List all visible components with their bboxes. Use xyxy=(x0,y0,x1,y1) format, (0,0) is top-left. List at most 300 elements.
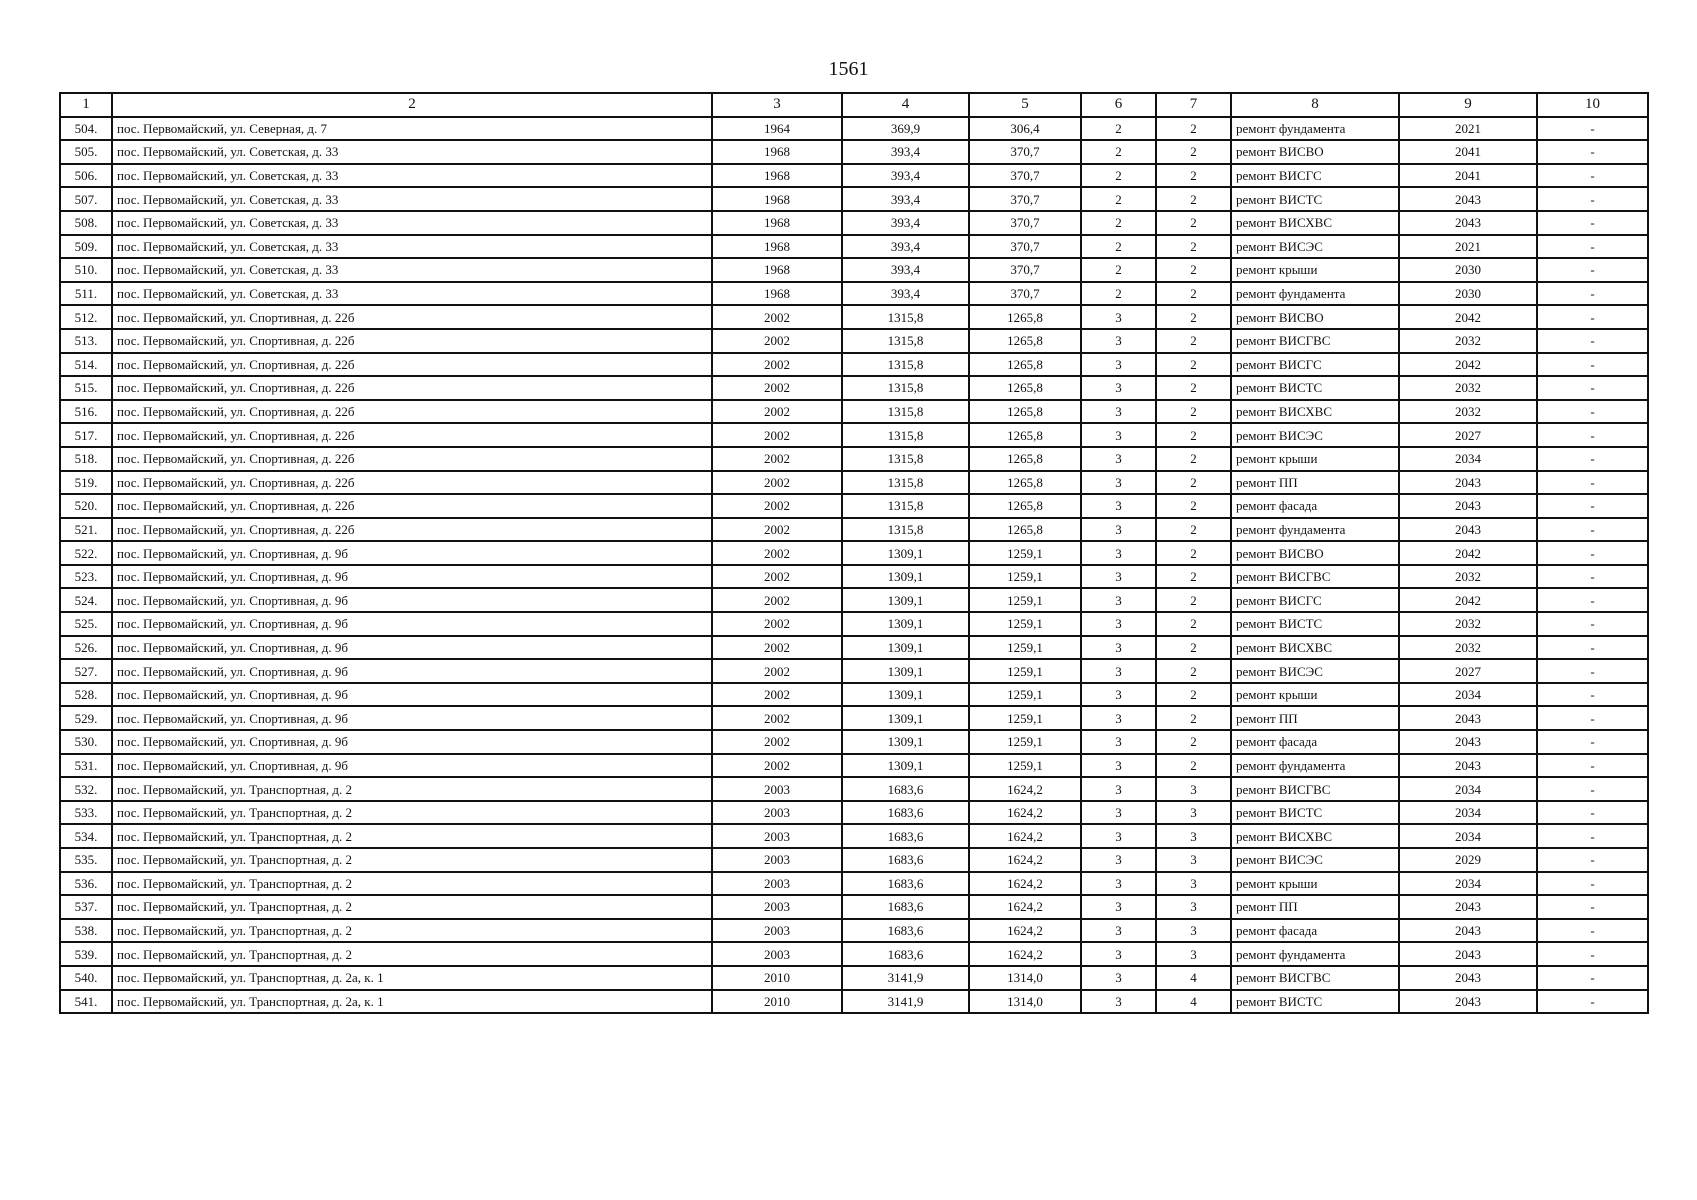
entrances-cell: 2 xyxy=(1156,541,1231,565)
work-type-cell: ремонт ВИСГВС xyxy=(1231,565,1399,589)
living-area-cell: 1259,1 xyxy=(969,636,1081,660)
total-area-cell: 393,4 xyxy=(842,211,969,235)
work-type-cell: ремонт ВИСВО xyxy=(1231,305,1399,329)
living-area-cell: 370,7 xyxy=(969,140,1081,164)
table-row xyxy=(60,447,1648,471)
planned-year-cell: 2043 xyxy=(1399,706,1537,730)
living-area-cell: 306,4 xyxy=(969,117,1081,141)
table-row xyxy=(60,588,1648,612)
address-cell: пос. Первомайский, ул. Транспортная, д. 2 xyxy=(112,801,712,825)
floors-cell: 3 xyxy=(1081,659,1156,683)
address-cell: пос. Первомайский, ул. Советская, д. 33 xyxy=(112,258,712,282)
living-area-cell: 1259,1 xyxy=(969,612,1081,636)
living-area-cell: 1259,1 xyxy=(969,730,1081,754)
note-cell: - xyxy=(1537,801,1648,825)
living-area-cell: 1265,8 xyxy=(969,353,1081,377)
address-cell: пос. Первомайский, ул. Транспортная, д. 2 xyxy=(112,872,712,896)
column-header: 5 xyxy=(969,93,1081,117)
floors-cell: 3 xyxy=(1081,683,1156,707)
build-year-cell: 2003 xyxy=(712,824,842,848)
column-header: 9 xyxy=(1399,93,1537,117)
work-type-cell: ремонт ВИСГВС xyxy=(1231,777,1399,801)
table-row xyxy=(60,636,1648,660)
living-area-cell: 1259,1 xyxy=(969,706,1081,730)
living-area-cell: 1624,2 xyxy=(969,942,1081,966)
living-area-cell: 1259,1 xyxy=(969,683,1081,707)
floors-cell: 2 xyxy=(1081,235,1156,259)
row-number-cell: 510. xyxy=(60,258,112,282)
floors-cell: 3 xyxy=(1081,494,1156,518)
planned-year-cell: 2043 xyxy=(1399,990,1537,1014)
build-year-cell: 2003 xyxy=(712,872,842,896)
note-cell: - xyxy=(1537,211,1648,235)
floors-cell: 3 xyxy=(1081,895,1156,919)
floors-cell: 3 xyxy=(1081,636,1156,660)
register-table xyxy=(59,92,1649,1014)
total-area-cell: 1683,6 xyxy=(842,777,969,801)
living-area-cell: 1259,1 xyxy=(969,754,1081,778)
floors-cell: 3 xyxy=(1081,966,1156,990)
living-area-cell: 1624,2 xyxy=(969,777,1081,801)
floors-cell: 3 xyxy=(1081,376,1156,400)
row-number-cell: 529. xyxy=(60,706,112,730)
total-area-cell: 1315,8 xyxy=(842,376,969,400)
address-cell: пос. Первомайский, ул. Спортивная, д. 22б xyxy=(112,376,712,400)
planned-year-cell: 2030 xyxy=(1399,258,1537,282)
note-cell: - xyxy=(1537,305,1648,329)
address-cell: пос. Первомайский, ул. Спортивная, д. 9б xyxy=(112,754,712,778)
table-row xyxy=(60,211,1648,235)
note-cell: - xyxy=(1537,423,1648,447)
planned-year-cell: 2034 xyxy=(1399,801,1537,825)
total-area-cell: 1309,1 xyxy=(842,636,969,660)
row-number-cell: 518. xyxy=(60,447,112,471)
address-cell: пос. Первомайский, ул. Советская, д. 33 xyxy=(112,211,712,235)
total-area-cell: 1315,8 xyxy=(842,447,969,471)
row-number-cell: 507. xyxy=(60,187,112,211)
table-row xyxy=(60,824,1648,848)
column-header: 1 xyxy=(60,93,112,117)
row-number-cell: 527. xyxy=(60,659,112,683)
column-header: 6 xyxy=(1081,93,1156,117)
work-type-cell: ремонт ВИСВО xyxy=(1231,541,1399,565)
work-type-cell: ремонт ВИСТС xyxy=(1231,990,1399,1014)
address-cell: пос. Первомайский, ул. Спортивная, д. 9б xyxy=(112,706,712,730)
note-cell: - xyxy=(1537,518,1648,542)
row-number-cell: 532. xyxy=(60,777,112,801)
row-number-cell: 533. xyxy=(60,801,112,825)
planned-year-cell: 2032 xyxy=(1399,565,1537,589)
build-year-cell: 2002 xyxy=(712,588,842,612)
note-cell: - xyxy=(1537,966,1648,990)
address-cell: пос. Первомайский, ул. Спортивная, д. 9б xyxy=(112,683,712,707)
table-row xyxy=(60,966,1648,990)
table-row xyxy=(60,990,1648,1014)
table-row xyxy=(60,565,1648,589)
entrances-cell: 2 xyxy=(1156,235,1231,259)
living-area-cell: 1624,2 xyxy=(969,895,1081,919)
row-number-cell: 520. xyxy=(60,494,112,518)
work-type-cell: ремонт ВИСХВС xyxy=(1231,824,1399,848)
table-body xyxy=(60,117,1648,1014)
build-year-cell: 2003 xyxy=(712,895,842,919)
planned-year-cell: 2043 xyxy=(1399,754,1537,778)
table-row xyxy=(60,140,1648,164)
total-area-cell: 1683,6 xyxy=(842,848,969,872)
build-year-cell: 1968 xyxy=(712,258,842,282)
note-cell: - xyxy=(1537,376,1648,400)
note-cell: - xyxy=(1537,659,1648,683)
floors-cell: 3 xyxy=(1081,541,1156,565)
build-year-cell: 2002 xyxy=(712,329,842,353)
planned-year-cell: 2043 xyxy=(1399,942,1537,966)
table-row xyxy=(60,305,1648,329)
entrances-cell: 2 xyxy=(1156,423,1231,447)
note-cell: - xyxy=(1537,612,1648,636)
build-year-cell: 1968 xyxy=(712,211,842,235)
work-type-cell: ремонт фундамента xyxy=(1231,942,1399,966)
floors-cell: 3 xyxy=(1081,518,1156,542)
floors-cell: 3 xyxy=(1081,990,1156,1014)
living-area-cell: 1624,2 xyxy=(969,801,1081,825)
total-area-cell: 393,4 xyxy=(842,258,969,282)
note-cell: - xyxy=(1537,541,1648,565)
row-number-cell: 535. xyxy=(60,848,112,872)
total-area-cell: 1315,8 xyxy=(842,329,969,353)
build-year-cell: 2002 xyxy=(712,754,842,778)
column-header: 2 xyxy=(112,93,712,117)
living-area-cell: 370,7 xyxy=(969,211,1081,235)
address-cell: пос. Первомайский, ул. Спортивная, д. 22б xyxy=(112,423,712,447)
total-area-cell: 1315,8 xyxy=(842,400,969,424)
work-type-cell: ремонт ВИСЭС xyxy=(1231,423,1399,447)
table-row xyxy=(60,187,1648,211)
planned-year-cell: 2043 xyxy=(1399,895,1537,919)
build-year-cell: 2002 xyxy=(712,400,842,424)
total-area-cell: 1315,8 xyxy=(842,423,969,447)
planned-year-cell: 2042 xyxy=(1399,588,1537,612)
page-number: 1561 xyxy=(828,58,869,80)
living-area-cell: 1265,8 xyxy=(969,305,1081,329)
row-number-cell: 536. xyxy=(60,872,112,896)
floors-cell: 2 xyxy=(1081,140,1156,164)
total-area-cell: 369,9 xyxy=(842,117,969,141)
work-type-cell: ремонт крыши xyxy=(1231,683,1399,707)
address-cell: пос. Первомайский, ул. Транспортная, д. 2 xyxy=(112,942,712,966)
floors-cell: 3 xyxy=(1081,400,1156,424)
entrances-cell: 2 xyxy=(1156,305,1231,329)
floors-cell: 2 xyxy=(1081,187,1156,211)
entrances-cell: 2 xyxy=(1156,683,1231,707)
column-header: 10 xyxy=(1537,93,1648,117)
work-type-cell: ремонт ВИСГС xyxy=(1231,353,1399,377)
planned-year-cell: 2030 xyxy=(1399,282,1537,306)
build-year-cell: 2010 xyxy=(712,990,842,1014)
entrances-cell: 3 xyxy=(1156,824,1231,848)
row-number-cell: 523. xyxy=(60,565,112,589)
build-year-cell: 2002 xyxy=(712,494,842,518)
entrances-cell: 2 xyxy=(1156,565,1231,589)
row-number-cell: 519. xyxy=(60,471,112,495)
floors-cell: 2 xyxy=(1081,211,1156,235)
table-row xyxy=(60,706,1648,730)
table-row xyxy=(60,730,1648,754)
living-area-cell: 1259,1 xyxy=(969,588,1081,612)
address-cell: пос. Первомайский, ул. Спортивная, д. 9б xyxy=(112,565,712,589)
build-year-cell: 2002 xyxy=(712,305,842,329)
row-number-cell: 504. xyxy=(60,117,112,141)
address-cell: пос. Первомайский, ул. Спортивная, д. 9б xyxy=(112,636,712,660)
planned-year-cell: 2042 xyxy=(1399,541,1537,565)
work-type-cell: ремонт крыши xyxy=(1231,258,1399,282)
planned-year-cell: 2032 xyxy=(1399,329,1537,353)
entrances-cell: 2 xyxy=(1156,659,1231,683)
planned-year-cell: 2034 xyxy=(1399,777,1537,801)
total-area-cell: 1315,8 xyxy=(842,518,969,542)
table-row xyxy=(60,117,1648,141)
note-cell: - xyxy=(1537,895,1648,919)
address-cell: пос. Первомайский, ул. Транспортная, д. 2а, к. 1 xyxy=(112,990,712,1014)
living-area-cell: 1259,1 xyxy=(969,659,1081,683)
work-type-cell: ремонт ВИСГВС xyxy=(1231,966,1399,990)
floors-cell: 2 xyxy=(1081,282,1156,306)
address-cell: пос. Первомайский, ул. Транспортная, д. 2а, к. 1 xyxy=(112,966,712,990)
floors-cell: 3 xyxy=(1081,353,1156,377)
total-area-cell: 393,4 xyxy=(842,282,969,306)
note-cell: - xyxy=(1537,164,1648,188)
work-type-cell: ремонт фундамента xyxy=(1231,282,1399,306)
entrances-cell: 2 xyxy=(1156,117,1231,141)
build-year-cell: 2002 xyxy=(712,376,842,400)
living-area-cell: 1265,8 xyxy=(969,518,1081,542)
total-area-cell: 1315,8 xyxy=(842,305,969,329)
entrances-cell: 2 xyxy=(1156,471,1231,495)
row-number-cell: 514. xyxy=(60,353,112,377)
planned-year-cell: 2029 xyxy=(1399,848,1537,872)
note-cell: - xyxy=(1537,588,1648,612)
row-number-cell: 540. xyxy=(60,966,112,990)
column-header: 3 xyxy=(712,93,842,117)
work-type-cell: ремонт ПП xyxy=(1231,895,1399,919)
entrances-cell: 2 xyxy=(1156,730,1231,754)
total-area-cell: 1683,6 xyxy=(842,942,969,966)
note-cell: - xyxy=(1537,353,1648,377)
work-type-cell: ремонт ПП xyxy=(1231,706,1399,730)
floors-cell: 2 xyxy=(1081,164,1156,188)
floors-cell: 3 xyxy=(1081,305,1156,329)
living-area-cell: 1314,0 xyxy=(969,966,1081,990)
entrances-cell: 3 xyxy=(1156,872,1231,896)
table-row xyxy=(60,329,1648,353)
address-cell: пос. Первомайский, ул. Советская, д. 33 xyxy=(112,282,712,306)
living-area-cell: 1259,1 xyxy=(969,565,1081,589)
floors-cell: 3 xyxy=(1081,471,1156,495)
build-year-cell: 2003 xyxy=(712,919,842,943)
entrances-cell: 2 xyxy=(1156,187,1231,211)
build-year-cell: 2002 xyxy=(712,659,842,683)
floors-cell: 2 xyxy=(1081,258,1156,282)
table-row xyxy=(60,683,1648,707)
total-area-cell: 1309,1 xyxy=(842,706,969,730)
planned-year-cell: 2034 xyxy=(1399,872,1537,896)
row-number-cell: 506. xyxy=(60,164,112,188)
planned-year-cell: 2043 xyxy=(1399,211,1537,235)
table-row xyxy=(60,423,1648,447)
row-number-cell: 516. xyxy=(60,400,112,424)
table-row xyxy=(60,376,1648,400)
planned-year-cell: 2034 xyxy=(1399,824,1537,848)
work-type-cell: ремонт ВИСХВС xyxy=(1231,211,1399,235)
build-year-cell: 2002 xyxy=(712,636,842,660)
address-cell: пос. Первомайский, ул. Спортивная, д. 22б xyxy=(112,353,712,377)
living-area-cell: 1265,8 xyxy=(969,494,1081,518)
living-area-cell: 1624,2 xyxy=(969,919,1081,943)
planned-year-cell: 2043 xyxy=(1399,471,1537,495)
floors-cell: 3 xyxy=(1081,754,1156,778)
row-number-cell: 528. xyxy=(60,683,112,707)
living-area-cell: 370,7 xyxy=(969,187,1081,211)
address-cell: пос. Первомайский, ул. Транспортная, д. 2 xyxy=(112,777,712,801)
work-type-cell: ремонт ВИСЭС xyxy=(1231,235,1399,259)
total-area-cell: 1309,1 xyxy=(842,565,969,589)
note-cell: - xyxy=(1537,824,1648,848)
work-type-cell: ремонт ВИСЭС xyxy=(1231,659,1399,683)
table-row xyxy=(60,754,1648,778)
row-number-cell: 537. xyxy=(60,895,112,919)
work-type-cell: ремонт ПП xyxy=(1231,471,1399,495)
living-area-cell: 1265,8 xyxy=(969,400,1081,424)
floors-cell: 3 xyxy=(1081,919,1156,943)
total-area-cell: 1309,1 xyxy=(842,612,969,636)
work-type-cell: ремонт фасада xyxy=(1231,494,1399,518)
entrances-cell: 2 xyxy=(1156,447,1231,471)
work-type-cell: ремонт ВИСГС xyxy=(1231,164,1399,188)
entrances-cell: 2 xyxy=(1156,329,1231,353)
build-year-cell: 2002 xyxy=(712,353,842,377)
table-row xyxy=(60,400,1648,424)
floors-cell: 3 xyxy=(1081,447,1156,471)
living-area-cell: 1259,1 xyxy=(969,541,1081,565)
address-cell: пос. Первомайский, ул. Советская, д. 33 xyxy=(112,235,712,259)
address-cell: пос. Первомайский, ул. Советская, д. 33 xyxy=(112,164,712,188)
build-year-cell: 2003 xyxy=(712,801,842,825)
row-number-cell: 539. xyxy=(60,942,112,966)
row-number-cell: 526. xyxy=(60,636,112,660)
table-row xyxy=(60,895,1648,919)
entrances-cell: 3 xyxy=(1156,895,1231,919)
note-cell: - xyxy=(1537,636,1648,660)
total-area-cell: 1315,8 xyxy=(842,471,969,495)
planned-year-cell: 2032 xyxy=(1399,612,1537,636)
row-number-cell: 511. xyxy=(60,282,112,306)
build-year-cell: 1968 xyxy=(712,187,842,211)
planned-year-cell: 2043 xyxy=(1399,187,1537,211)
planned-year-cell: 2034 xyxy=(1399,683,1537,707)
work-type-cell: ремонт ВИСТС xyxy=(1231,376,1399,400)
note-cell: - xyxy=(1537,754,1648,778)
entrances-cell: 2 xyxy=(1156,353,1231,377)
row-number-cell: 512. xyxy=(60,305,112,329)
build-year-cell: 2002 xyxy=(712,565,842,589)
address-cell: пос. Первомайский, ул. Спортивная, д. 9б xyxy=(112,612,712,636)
living-area-cell: 1265,8 xyxy=(969,447,1081,471)
total-area-cell: 1309,1 xyxy=(842,659,969,683)
address-cell: пос. Первомайский, ул. Спортивная, д. 22б xyxy=(112,400,712,424)
living-area-cell: 1624,2 xyxy=(969,872,1081,896)
row-number-cell: 531. xyxy=(60,754,112,778)
build-year-cell: 2002 xyxy=(712,471,842,495)
table-row xyxy=(60,471,1648,495)
address-cell: пос. Первомайский, ул. Транспортная, д. 2 xyxy=(112,824,712,848)
planned-year-cell: 2041 xyxy=(1399,164,1537,188)
floors-cell: 3 xyxy=(1081,588,1156,612)
build-year-cell: 2002 xyxy=(712,730,842,754)
total-area-cell: 1309,1 xyxy=(842,730,969,754)
work-type-cell: ремонт ВИСЭС xyxy=(1231,848,1399,872)
planned-year-cell: 2027 xyxy=(1399,659,1537,683)
note-cell: - xyxy=(1537,282,1648,306)
planned-year-cell: 2043 xyxy=(1399,919,1537,943)
living-area-cell: 1265,8 xyxy=(969,329,1081,353)
build-year-cell: 2002 xyxy=(712,518,842,542)
row-number-cell: 515. xyxy=(60,376,112,400)
address-cell: пос. Первомайский, ул. Спортивная, д. 22б xyxy=(112,471,712,495)
floors-cell: 3 xyxy=(1081,848,1156,872)
planned-year-cell: 2043 xyxy=(1399,518,1537,542)
note-cell: - xyxy=(1537,848,1648,872)
build-year-cell: 1968 xyxy=(712,282,842,306)
note-cell: - xyxy=(1537,919,1648,943)
row-number-cell: 505. xyxy=(60,140,112,164)
column-header: 8 xyxy=(1231,93,1399,117)
total-area-cell: 1309,1 xyxy=(842,588,969,612)
entrances-cell: 2 xyxy=(1156,706,1231,730)
address-cell: пос. Первомайский, ул. Спортивная, д. 22б xyxy=(112,305,712,329)
living-area-cell: 370,7 xyxy=(969,282,1081,306)
entrances-cell: 3 xyxy=(1156,848,1231,872)
table-row xyxy=(60,353,1648,377)
table-row xyxy=(60,164,1648,188)
work-type-cell: ремонт ВИСТС xyxy=(1231,612,1399,636)
planned-year-cell: 2032 xyxy=(1399,376,1537,400)
note-cell: - xyxy=(1537,494,1648,518)
row-number-cell: 538. xyxy=(60,919,112,943)
table-row xyxy=(60,777,1648,801)
work-type-cell: ремонт фундамента xyxy=(1231,117,1399,141)
row-number-cell: 530. xyxy=(60,730,112,754)
entrances-cell: 2 xyxy=(1156,258,1231,282)
entrances-cell: 2 xyxy=(1156,282,1231,306)
entrances-cell: 3 xyxy=(1156,801,1231,825)
floors-cell: 2 xyxy=(1081,117,1156,141)
work-type-cell: ремонт ВИСТС xyxy=(1231,801,1399,825)
total-area-cell: 1683,6 xyxy=(842,824,969,848)
total-area-cell: 1315,8 xyxy=(842,353,969,377)
floors-cell: 3 xyxy=(1081,872,1156,896)
planned-year-cell: 2043 xyxy=(1399,966,1537,990)
row-number-cell: 521. xyxy=(60,518,112,542)
work-type-cell: ремонт крыши xyxy=(1231,447,1399,471)
entrances-cell: 2 xyxy=(1156,164,1231,188)
entrances-cell: 3 xyxy=(1156,777,1231,801)
note-cell: - xyxy=(1537,990,1648,1014)
planned-year-cell: 2032 xyxy=(1399,636,1537,660)
address-cell: пос. Первомайский, ул. Спортивная, д. 9б xyxy=(112,541,712,565)
work-type-cell: ремонт ВИСХВС xyxy=(1231,636,1399,660)
row-number-cell: 524. xyxy=(60,588,112,612)
floors-cell: 3 xyxy=(1081,801,1156,825)
address-cell: пос. Первомайский, ул. Советская, д. 33 xyxy=(112,187,712,211)
